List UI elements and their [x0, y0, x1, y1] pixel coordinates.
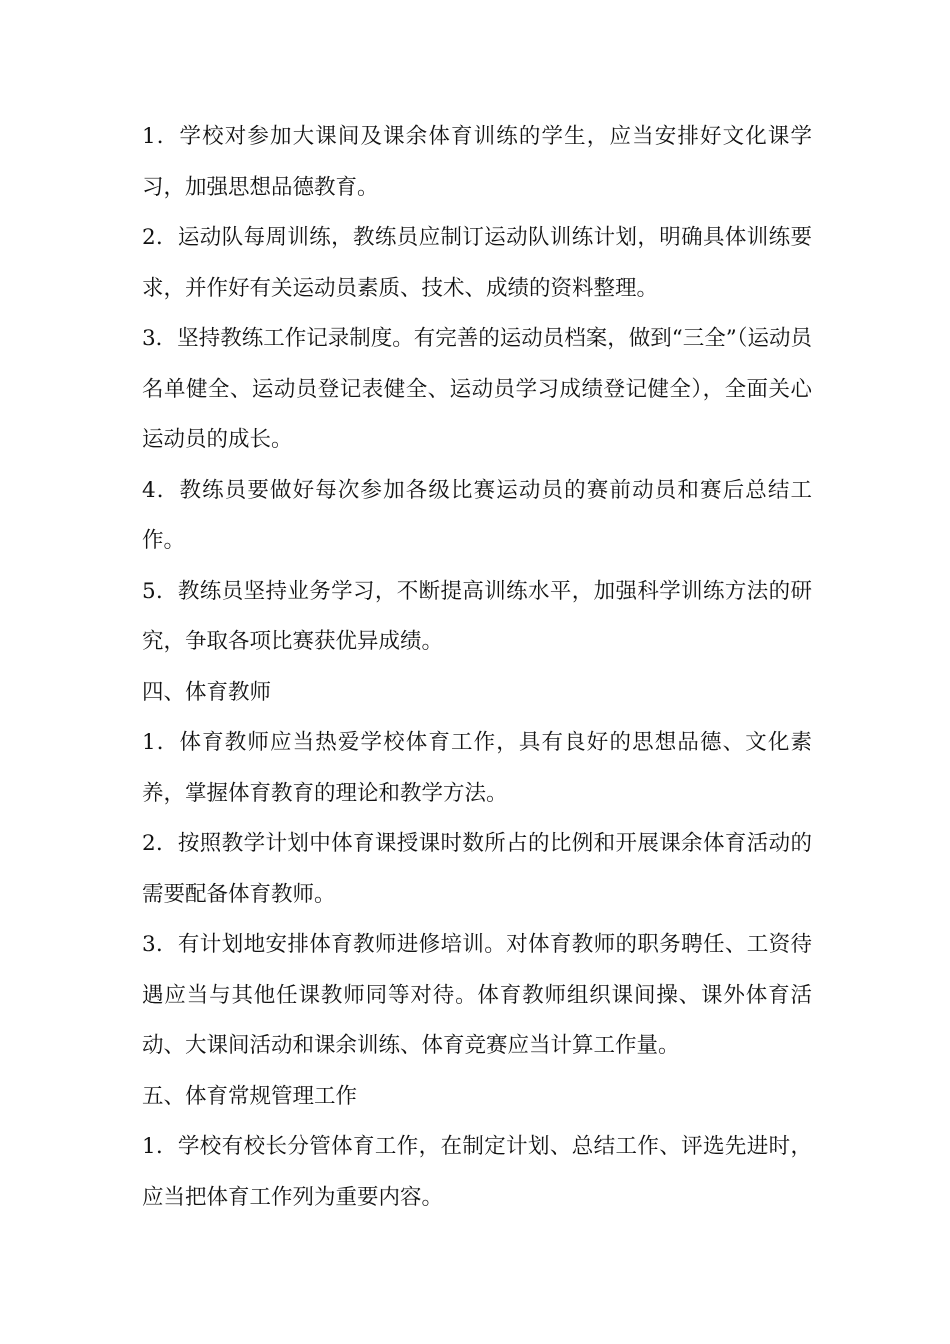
paragraph-management-item-1: 1．学校有校长分管体育工作，在制定计划、总结工作、评选先进时，应当把体育工作列为重要内容。 [142, 1134, 812, 1210]
document-body [142, 112, 812, 1223]
paragraph-coach-item-1: 1．学校对参加大课间及课余体育训练的学生，应当安排好文化课学习，加强思想品德教育。 [142, 124, 812, 200]
section-heading-pe-teachers: 四、体育教师 [142, 679, 272, 705]
paragraph-coach-item-4: 4．教练员要做好每次参加各级比赛运动员的赛前动员和赛后总结工作。 [142, 477, 812, 553]
paragraph-teacher-item-1: 1．体育教师应当热爱学校体育工作，具有良好的思想品德、文化素养，掌握体育教育的理论和教学方法。 [142, 730, 812, 806]
section-heading-pe-management: 五、体育常规管理工作 [142, 1083, 358, 1109]
paragraph-coach-item-3: 3．坚持教练工作记录制度。有完善的运动员档案，做到“三全”（运动员名单健全、运动员登记表健全、运动员学习成绩登记健全），全面关心运动员的成长。 [142, 326, 812, 452]
paragraph-coach-item-5: 5．教练员坚持业务学习，不断提高训练水平，加强科学训练方法的研究，争取各项比赛获优异成绩。 [142, 578, 812, 654]
paragraph-coach-item-2: 2．运动队每周训练，教练员应制订运动队训练计划，明确具体训练要求，并作好有关运动员素质、技术、成绩的资料整理。 [142, 225, 812, 301]
paragraph-teacher-item-2: 2．按照教学计划中体育课授课时数所占的比例和开展课余体育活动的需要配备体育教师。 [142, 831, 812, 907]
paragraph-teacher-item-3: 3．有计划地安排体育教师进修培训。对体育教师的职务聘任、工资待遇应当与其他任课教师同等对待。体育教师组织课间操、课外体育活动、大课间活动和课余训练、体育竞赛应当计算工作量。 [142, 932, 812, 1058]
